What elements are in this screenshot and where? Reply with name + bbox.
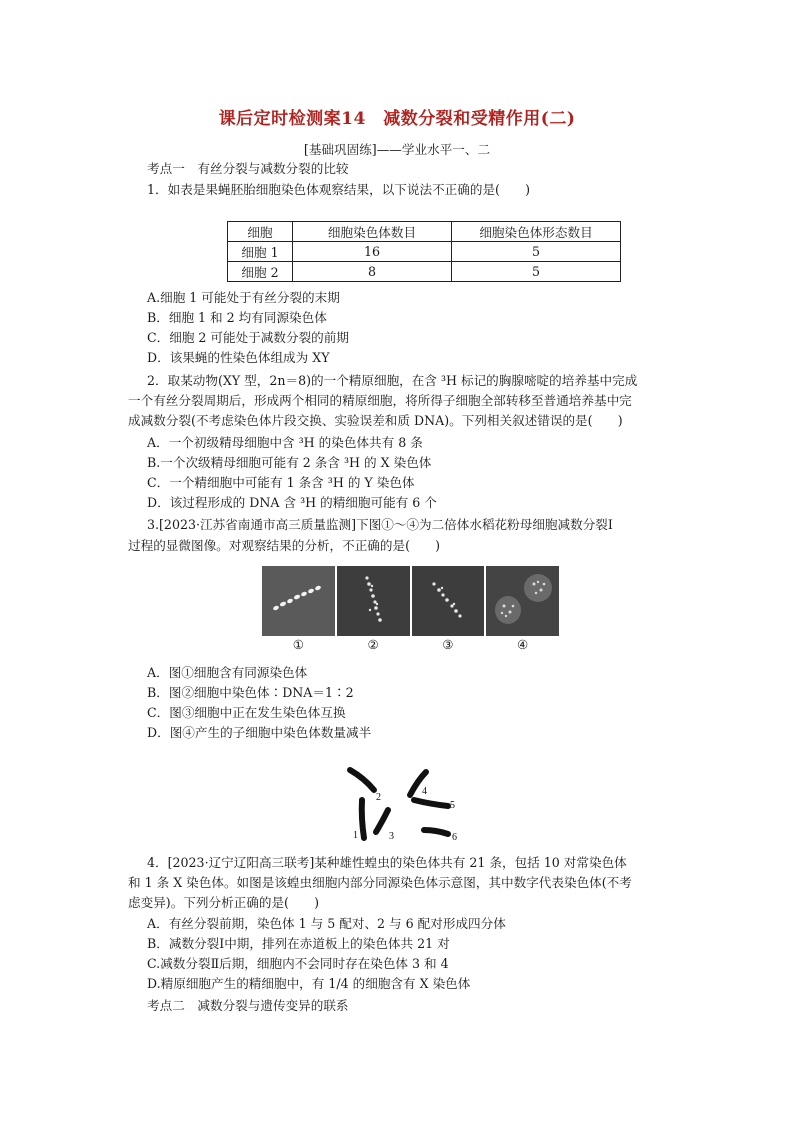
chromosome-label: 4 — [422, 786, 427, 797]
chromosome-label: 6 — [452, 832, 457, 843]
q2-option-a: A．一个初级精母细胞中含 ³H 的染色体共有 8 条 — [147, 435, 423, 450]
q3-option-b: B．图②细胞中染色体∶DNA＝1∶2 — [147, 685, 354, 700]
chromosome-3 — [376, 810, 388, 832]
q1-option-c: C．细胞 2 可能处于减数分裂的前期 — [147, 330, 349, 345]
q2-line-1: 2．取某动物(XY 型，2n＝8)的一个精原细胞，在含 ³H 标记的胸腺嘧啶的培养基中完成 — [147, 373, 638, 388]
q3-option-c: C．图③细胞中正在发生染色体互换 — [147, 705, 346, 720]
page-title: 课后定时检测案14 减数分裂和受精作用(二) — [218, 109, 576, 129]
q1-option-d: D．该果蝇的性染色体组成为 XY — [147, 350, 330, 365]
micrograph-label: ③ — [442, 637, 454, 652]
q4-line-3: 虑变异)。下列分析正确的是( ) — [128, 895, 320, 910]
table-header: 细胞染色体数目 — [293, 222, 452, 242]
table-cell: 16 — [293, 242, 452, 262]
micrograph-label: ④ — [516, 637, 529, 652]
table-row — [228, 242, 621, 262]
chromosome-label: 2 — [376, 792, 381, 803]
micrograph-label: ② — [367, 637, 379, 652]
table-row — [228, 262, 621, 282]
table-cell: 8 — [293, 262, 452, 282]
q2-option-d: D．该过程形成的 DNA 含 ³H 的精细胞可能有 6 个 — [147, 495, 437, 510]
q4-option-c: C.减数分裂Ⅱ后期，细胞内不会同时存在染色体 3 和 4 — [147, 956, 449, 971]
chromosome-1 — [362, 800, 364, 838]
micrograph-strip — [262, 566, 559, 636]
table-cell: 5 — [452, 242, 621, 262]
micrograph-1 — [262, 566, 335, 636]
micrograph-labels — [262, 637, 559, 652]
subtitle: [基础巩固练]——学业水平一、二 — [303, 142, 491, 157]
q3-line-2: 过程的显微图像。对观察结果的分析，不正确的是( ) — [128, 538, 441, 553]
question-1-stem: 1．如表是果蝇胚胎细胞染色体观察结果，以下说法不正确的是( ) — [147, 182, 531, 197]
table-header: 细胞 — [228, 222, 293, 242]
micrograph-2 — [337, 566, 410, 636]
q4-option-d: D.精原细胞产生的精细胞中，有 1/4 的细胞含有 X 染色体 — [147, 976, 471, 991]
chromosome-label: 1 — [353, 830, 358, 841]
table-header-row — [228, 222, 621, 242]
q4-line-1: 4．[2023·辽宁辽阳高三联考]某种雄性蝗虫的染色体共有 21 条，包括 10 对常染色体 — [147, 855, 627, 870]
q2-option-b: B.一个次级精母细胞可能有 2 条含 ³H 的 X 染色体 — [147, 455, 432, 470]
section-heading-2: 考点二 减数分裂与遗传变异的联系 — [147, 998, 349, 1013]
micrograph-4 — [486, 566, 559, 636]
q2-option-c: C．一个精细胞中可能有 1 条含 ³H 的 Y 染色体 — [147, 475, 415, 490]
chromosome-6 — [424, 830, 448, 834]
table-header: 细胞染色体形态数目 — [452, 222, 621, 242]
q3-option-d: D．图④产生的子细胞中染色体数量减半 — [147, 725, 372, 740]
q4-option-a: A．有丝分裂前期，染色体 1 与 5 配对、2 与 6 配对形成四分体 — [147, 916, 506, 931]
q1-option-a: A.细胞 1 可能处于有丝分裂的末期 — [147, 290, 340, 305]
micrograph-3 — [412, 566, 485, 636]
q3-option-a: A．图①细胞含有同源染色体 — [147, 665, 308, 680]
q2-line-3: 成减数分裂(不考虑染色体片段交换、实验误差和质 DNA)。下列相关叙述错误的是( ) — [128, 413, 623, 428]
chromosome-label: 5 — [450, 800, 455, 811]
chromosome-2 — [350, 770, 374, 790]
section-heading-1: 考点一 有丝分裂与减数分裂的比较 — [147, 161, 349, 176]
q1-option-b: B．细胞 1 和 2 均有同源染色体 — [147, 310, 327, 325]
table-cell: 5 — [452, 262, 621, 282]
question-1-table — [227, 221, 621, 282]
micrograph-label: ① — [292, 637, 305, 652]
table-cell: 细胞 2 — [228, 262, 293, 282]
chromosome-diagram — [340, 760, 470, 845]
table-cell: 细胞 1 — [228, 242, 293, 262]
q4-line-2: 和 1 条 X 染色体。如图是该蝗虫细胞内部分同源染色体示意图，其中数字代表染色体(不考 — [128, 875, 632, 890]
q3-line-1: 3.[2023·江苏省南通市高三质量监测]下图①～④为二倍体水稻花粉母细胞减数分裂Ⅰ — [147, 517, 613, 532]
q2-line-2: 一个有丝分裂周期后，形成两个相同的精原细胞，将所得子细胞全部转移至普通培养基中完 — [128, 393, 632, 408]
chromosome-label: 3 — [389, 831, 394, 842]
chromosome-5 — [414, 800, 448, 806]
q4-option-b: B．减数分裂Ⅰ中期，排列在赤道板上的染色体共 21 对 — [147, 936, 450, 951]
